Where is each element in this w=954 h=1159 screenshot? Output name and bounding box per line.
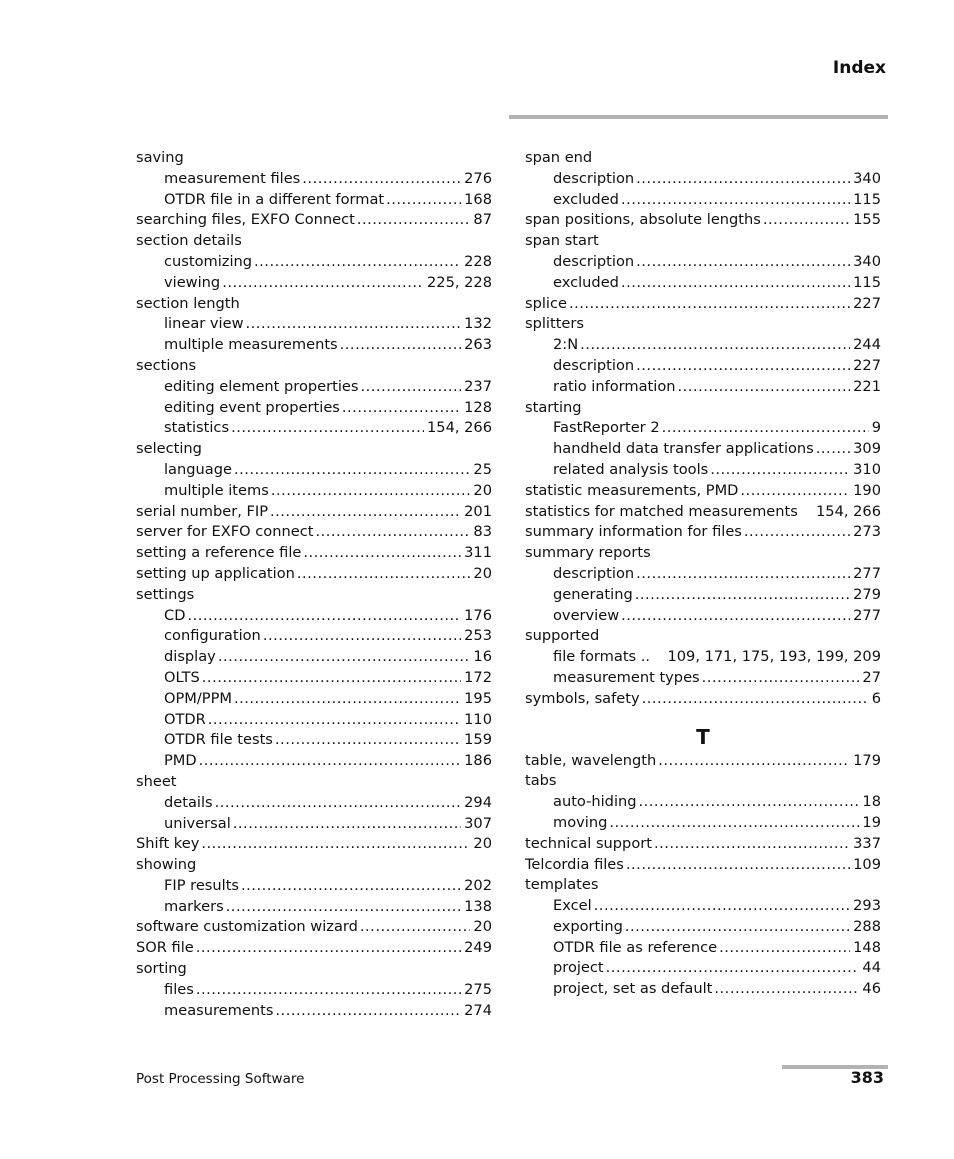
index-page-reference[interactable]: 19 <box>862 813 881 831</box>
index-page-reference[interactable]: 288 <box>853 917 881 935</box>
dot-leader <box>580 335 850 356</box>
dot-leader <box>201 834 470 855</box>
index-term: details <box>164 793 213 811</box>
dot-leader <box>208 710 461 731</box>
index-subentry <box>525 190 881 211</box>
index-subentry <box>525 938 881 959</box>
index-term: viewing <box>164 273 221 291</box>
index-subentry <box>525 647 881 668</box>
index-entry <box>525 148 881 169</box>
dot-leader <box>233 814 461 835</box>
index-page-reference[interactable]: 179 <box>853 751 881 769</box>
index-term: FastReporter 2 <box>553 419 660 437</box>
index-entry <box>525 751 881 772</box>
index-page-reference[interactable]: 202 <box>464 876 492 894</box>
index-page-reference[interactable]: 20 <box>473 564 492 582</box>
index-page-reference[interactable]: 87 <box>473 211 492 229</box>
index-term: exporting <box>553 917 623 935</box>
index-term: settings <box>136 585 195 603</box>
dot-leader <box>222 273 424 294</box>
index-page-reference[interactable]: 310 <box>853 460 881 478</box>
index-page-reference[interactable]: 154, 266 <box>427 419 492 437</box>
index-term: excluded <box>553 273 619 291</box>
dot-leader <box>302 169 461 190</box>
index-entry <box>525 522 881 543</box>
dot-leader <box>199 751 462 772</box>
index-term: section details <box>136 232 242 250</box>
dot-leader <box>231 418 424 439</box>
index-subentry <box>525 273 881 294</box>
dot-leader <box>340 335 461 356</box>
index-subentry <box>525 418 881 439</box>
index-term: universal <box>164 814 231 832</box>
index-page-reference[interactable]: 253 <box>464 627 492 645</box>
index-term: customizing <box>164 252 253 270</box>
dot-leader <box>275 1001 461 1022</box>
index-subentry <box>136 606 492 627</box>
index-term: searching files, EXFO Connect <box>136 211 355 229</box>
index-subentry <box>525 668 881 689</box>
index-subentry <box>525 606 881 627</box>
index-page-reference[interactable]: 128 <box>464 398 492 416</box>
index-term: tabs <box>525 772 557 790</box>
index-term: Excel <box>553 897 592 915</box>
index-term: sections <box>136 356 197 374</box>
dot-leader <box>196 938 461 959</box>
index-page-reference[interactable]: 277 <box>853 564 881 582</box>
dot-leader <box>710 460 850 481</box>
index-term: OLTS <box>164 668 200 686</box>
index-subentry <box>136 418 492 439</box>
index-page-reference[interactable]: 155 <box>853 211 881 229</box>
index-entry <box>136 855 492 876</box>
index-subentry <box>136 980 492 1001</box>
index-subentry <box>525 439 881 460</box>
index-subentry <box>525 896 881 917</box>
index-page-reference[interactable]: 46 <box>862 980 881 998</box>
dot-leader <box>386 190 461 211</box>
index-entry <box>525 210 881 231</box>
dot-leader <box>241 876 461 897</box>
index-page-reference[interactable]: 307 <box>464 814 492 832</box>
index-subentry <box>525 377 881 398</box>
index-subentry <box>136 647 492 668</box>
dot-leader <box>246 314 462 335</box>
dot-leader <box>263 626 461 647</box>
index-subentry <box>525 792 881 813</box>
dot-leader <box>626 855 850 876</box>
index-term: supported <box>525 627 600 645</box>
index-column-right <box>525 148 881 1000</box>
index-page-reference[interactable]: 109, 171, 175, 193, 199, 209 <box>667 648 881 666</box>
dot-leader <box>636 252 850 273</box>
index-page-reference[interactable]: 263 <box>464 336 492 354</box>
index-term: span end <box>525 149 593 166</box>
index-page-reference[interactable]: 311 <box>464 544 492 562</box>
dot-leader <box>636 169 850 190</box>
dot-leader <box>594 896 850 917</box>
index-page-reference[interactable]: 168 <box>464 190 492 208</box>
index-entry <box>136 231 492 252</box>
index-entry <box>136 585 492 606</box>
index-term: sorting <box>136 960 187 978</box>
page-header-title: Index <box>832 58 886 78</box>
index-entry <box>525 834 881 855</box>
index-page-reference[interactable]: 154, 266 <box>816 502 881 520</box>
index-term: multiple items <box>164 481 269 499</box>
index-term: CD <box>164 606 186 624</box>
index-entry <box>525 543 881 564</box>
index-term: summary information for files <box>525 523 742 541</box>
index-subentry <box>525 356 881 377</box>
index-subentry <box>136 689 492 710</box>
index-term: splitters <box>525 315 585 333</box>
index-term: files <box>164 980 194 998</box>
index-page-reference[interactable]: 340 <box>853 252 881 270</box>
dot-leader <box>569 294 850 315</box>
index-subentry <box>136 1001 492 1022</box>
index-page-reference[interactable]: 138 <box>464 897 492 915</box>
dot-leader <box>625 917 850 938</box>
index-entry <box>136 356 492 377</box>
index-term: FIP results <box>164 876 240 894</box>
index-entry <box>525 771 881 792</box>
index-term: ratio information <box>553 377 676 395</box>
index-term: technical support <box>525 834 652 852</box>
dot-leader <box>360 917 471 938</box>
index-page-reference[interactable]: 279 <box>853 585 881 603</box>
dot-leader <box>234 460 470 481</box>
dot-leader <box>702 668 860 689</box>
index-subentry <box>136 273 492 294</box>
index-subentry <box>136 710 492 731</box>
dot-leader <box>361 377 462 398</box>
index-entry <box>525 502 881 523</box>
index-term: 2:N <box>553 336 579 354</box>
index-term: linear view <box>164 315 244 333</box>
dot-leader <box>719 938 850 959</box>
dot-leader <box>635 585 850 606</box>
index-entry <box>136 959 492 980</box>
index-term: file formats .. <box>553 648 651 666</box>
dot-leader <box>226 897 461 918</box>
dot-leader <box>315 522 470 543</box>
index-term: measurement files <box>164 169 301 187</box>
dot-leader <box>654 834 850 855</box>
index-page-reference[interactable]: 276 <box>464 169 492 187</box>
index-page-reference[interactable]: 275 <box>464 980 492 998</box>
index-term: span positions, absolute lengths <box>525 211 761 229</box>
dot-leader <box>609 813 859 834</box>
index-subentry <box>136 793 492 814</box>
index-page-reference[interactable]: 237 <box>464 377 492 395</box>
dot-leader <box>254 252 461 273</box>
index-term: editing event properties <box>164 398 340 416</box>
index-term: span start <box>525 232 599 250</box>
index-page-reference[interactable]: 273 <box>853 523 881 541</box>
index-term: table, wavelength <box>525 751 657 769</box>
index-term: project, set as default <box>553 980 713 998</box>
index-term: Telcordia files <box>525 855 624 873</box>
dot-leader <box>714 979 859 1000</box>
index-entry <box>525 398 881 419</box>
index-subentry <box>525 979 881 1000</box>
dot-leader <box>662 418 869 439</box>
index-subentry <box>136 252 492 273</box>
dot-leader <box>642 689 869 710</box>
index-term: OTDR <box>164 710 206 728</box>
index-entry <box>136 294 492 315</box>
dot-leader <box>202 668 461 689</box>
index-subentry <box>136 751 492 772</box>
dot-leader <box>744 522 850 543</box>
index-page-reference[interactable]: 9 <box>871 419 881 437</box>
index-entry <box>136 210 492 231</box>
index-term: splice <box>525 294 567 312</box>
index-term: templates <box>525 876 599 894</box>
index-term: editing element properties <box>164 377 359 395</box>
index-page-reference[interactable]: 228 <box>464 252 492 270</box>
dot-leader <box>816 439 850 460</box>
index-entry <box>136 543 492 564</box>
index-term: measurement types <box>553 668 700 686</box>
index-term: generating <box>553 585 633 603</box>
index-page-reference[interactable]: 201 <box>464 502 492 520</box>
index-page-reference[interactable]: 274 <box>464 1001 492 1019</box>
index-page-reference[interactable]: 293 <box>853 897 881 915</box>
index-column-left <box>136 148 492 1021</box>
index-term: description <box>553 169 635 187</box>
index-subentry <box>525 813 881 834</box>
dot-leader <box>275 730 461 751</box>
index-page-reference[interactable]: 115 <box>853 190 881 208</box>
dot-leader <box>658 751 850 772</box>
dot-leader <box>621 606 850 627</box>
index-page-reference[interactable]: 44 <box>862 959 881 977</box>
page-number: 383 <box>850 1068 884 1087</box>
dot-leader <box>621 273 850 294</box>
dot-leader <box>218 647 471 668</box>
index-page-reference[interactable]: 132 <box>464 315 492 333</box>
index-entry <box>136 938 492 959</box>
index-page-reference[interactable]: 186 <box>464 752 492 770</box>
index-entry <box>136 502 492 523</box>
index-page-reference[interactable]: 340 <box>853 169 881 187</box>
index-entry <box>525 231 881 252</box>
header-rule <box>509 115 888 119</box>
index-term: software customization wizard <box>136 918 358 936</box>
index-entry <box>525 875 881 896</box>
index-page-reference[interactable]: 20 <box>473 835 492 853</box>
index-term: overview <box>553 606 620 624</box>
index-page-reference[interactable]: 227 <box>853 294 881 312</box>
index-entry <box>136 522 492 543</box>
index-term: related analysis tools <box>553 460 709 478</box>
dot-leader <box>740 481 850 502</box>
index-subentry <box>136 668 492 689</box>
dot-leader <box>271 481 471 502</box>
index-term: language <box>164 460 232 478</box>
dot-leader <box>342 398 461 419</box>
index-subentry <box>525 460 881 481</box>
index-subentry <box>136 626 492 647</box>
index-term: excluded <box>553 190 619 208</box>
footer-product-name: Post Processing Software <box>136 1071 305 1087</box>
index-page-reference[interactable]: 337 <box>853 834 881 852</box>
index-term: OTDR file tests <box>164 731 273 749</box>
index-page-reference[interactable]: 309 <box>853 440 881 458</box>
index-page-reference[interactable]: 20 <box>473 481 492 499</box>
index-section-letter: T <box>696 724 710 749</box>
index-term: selecting <box>136 440 202 458</box>
index-term: setting up application <box>136 564 295 582</box>
index-term: moving <box>553 813 608 831</box>
index-term: OTDR file in a different format <box>164 190 385 208</box>
index-subentry <box>525 958 881 979</box>
index-term: statistics for matched measurements <box>525 502 798 520</box>
index-page-reference[interactable]: 227 <box>853 356 881 374</box>
index-term: statistics <box>164 419 230 437</box>
index-entry <box>525 294 881 315</box>
index-term: saving <box>136 149 184 166</box>
dot-leader <box>678 377 851 398</box>
dot-leader <box>297 564 471 585</box>
index-term: statistic measurements, PMD <box>525 481 739 499</box>
index-term: description <box>553 356 635 374</box>
index-term: markers <box>164 897 224 915</box>
index-subentry <box>136 314 492 335</box>
index-subentry <box>136 335 492 356</box>
dot-leader <box>606 958 860 979</box>
index-page-reference[interactable]: 16 <box>473 648 492 666</box>
index-subentry <box>136 377 492 398</box>
index-page-reference[interactable]: 27 <box>862 668 881 686</box>
index-term: setting a reference file <box>136 544 302 562</box>
dot-leader <box>636 564 850 585</box>
index-page-reference[interactable]: 109 <box>853 855 881 873</box>
index-subentry <box>136 460 492 481</box>
index-term: measurements <box>164 1001 274 1019</box>
index-page-reference[interactable]: 294 <box>464 793 492 811</box>
dot-leader <box>196 980 461 1001</box>
index-term: symbols, safety <box>525 689 640 707</box>
index-page-reference[interactable]: 18 <box>862 793 881 811</box>
index-term: serial number, FIP <box>136 502 269 520</box>
dot-leader <box>234 689 461 710</box>
index-subentry <box>525 252 881 273</box>
index-entry <box>136 148 492 169</box>
index-subentry <box>525 169 881 190</box>
index-subentry <box>136 814 492 835</box>
index-term: sheet <box>136 772 177 790</box>
index-page-reference[interactable]: 110 <box>464 710 492 728</box>
index-subentry <box>136 876 492 897</box>
index-page-reference[interactable]: 277 <box>853 606 881 624</box>
index-term: PMD <box>164 752 197 770</box>
index-page-reference[interactable]: 148 <box>853 938 881 956</box>
dot-leader <box>303 543 461 564</box>
index-term: SOR file <box>136 939 194 957</box>
index-page-reference[interactable]: 190 <box>853 481 881 499</box>
index-term: section length <box>136 294 240 312</box>
index-subentry <box>525 564 881 585</box>
index-subentry <box>136 897 492 918</box>
dot-leader <box>763 210 850 231</box>
index-term: auto-hiding <box>553 793 637 811</box>
index-term: showing <box>136 856 197 874</box>
index-page-reference[interactable]: 159 <box>464 731 492 749</box>
index-subentry <box>136 398 492 419</box>
index-subentry <box>525 917 881 938</box>
index-entry <box>136 834 492 855</box>
index-page-reference[interactable]: 25 <box>473 460 492 478</box>
dot-leader <box>270 502 461 523</box>
index-subentry <box>136 169 492 190</box>
index-subentry <box>136 481 492 502</box>
dot-leader <box>187 606 461 627</box>
index-page-reference[interactable]: 244 <box>853 336 881 354</box>
dot-leader <box>357 210 471 231</box>
index-term: multiple measurements <box>164 336 338 354</box>
index-entry <box>525 689 881 710</box>
dot-leader <box>215 793 462 814</box>
index-term: server for EXFO connect <box>136 523 314 541</box>
index-term: starting <box>525 398 582 416</box>
dot-leader <box>621 190 850 211</box>
index-page-reference[interactable]: 115 <box>853 273 881 291</box>
index-subentry <box>136 730 492 751</box>
index-term: configuration <box>164 627 261 645</box>
index-term: handheld data transfer applications <box>553 440 814 458</box>
index-page-reference[interactable]: 172 <box>464 668 492 686</box>
index-term: Shift key <box>136 835 200 853</box>
index-entry <box>525 481 881 502</box>
index-page-reference[interactable]: 221 <box>853 377 881 395</box>
index-page-reference[interactable]: 6 <box>871 689 881 707</box>
index-term: description <box>553 564 635 582</box>
index-term: display <box>164 648 216 666</box>
index-page-reference[interactable]: 20 <box>473 918 492 936</box>
index-subentry <box>525 335 881 356</box>
index-entry <box>136 772 492 793</box>
index-term: description <box>553 252 635 270</box>
index-page-reference[interactable]: 195 <box>464 689 492 707</box>
index-term: project <box>553 959 604 977</box>
index-entry <box>136 917 492 938</box>
index-entry <box>525 626 881 647</box>
index-page-reference[interactable]: 249 <box>464 939 492 957</box>
index-page-reference[interactable]: 83 <box>473 523 492 541</box>
index-subentry <box>525 585 881 606</box>
dot-leader <box>639 792 860 813</box>
dot-leader <box>636 356 850 377</box>
index-page-reference[interactable]: 225, 228 <box>427 273 492 291</box>
index-page-reference[interactable]: 176 <box>464 606 492 624</box>
index-term: OTDR file as reference <box>553 938 718 956</box>
index-term: summary reports <box>525 544 651 562</box>
index-entry <box>136 564 492 585</box>
index-entry <box>136 439 492 460</box>
index-subentry <box>136 190 492 211</box>
index-term: OPM/PPM <box>164 689 232 707</box>
index-entry <box>525 314 881 335</box>
index-entry <box>525 855 881 876</box>
